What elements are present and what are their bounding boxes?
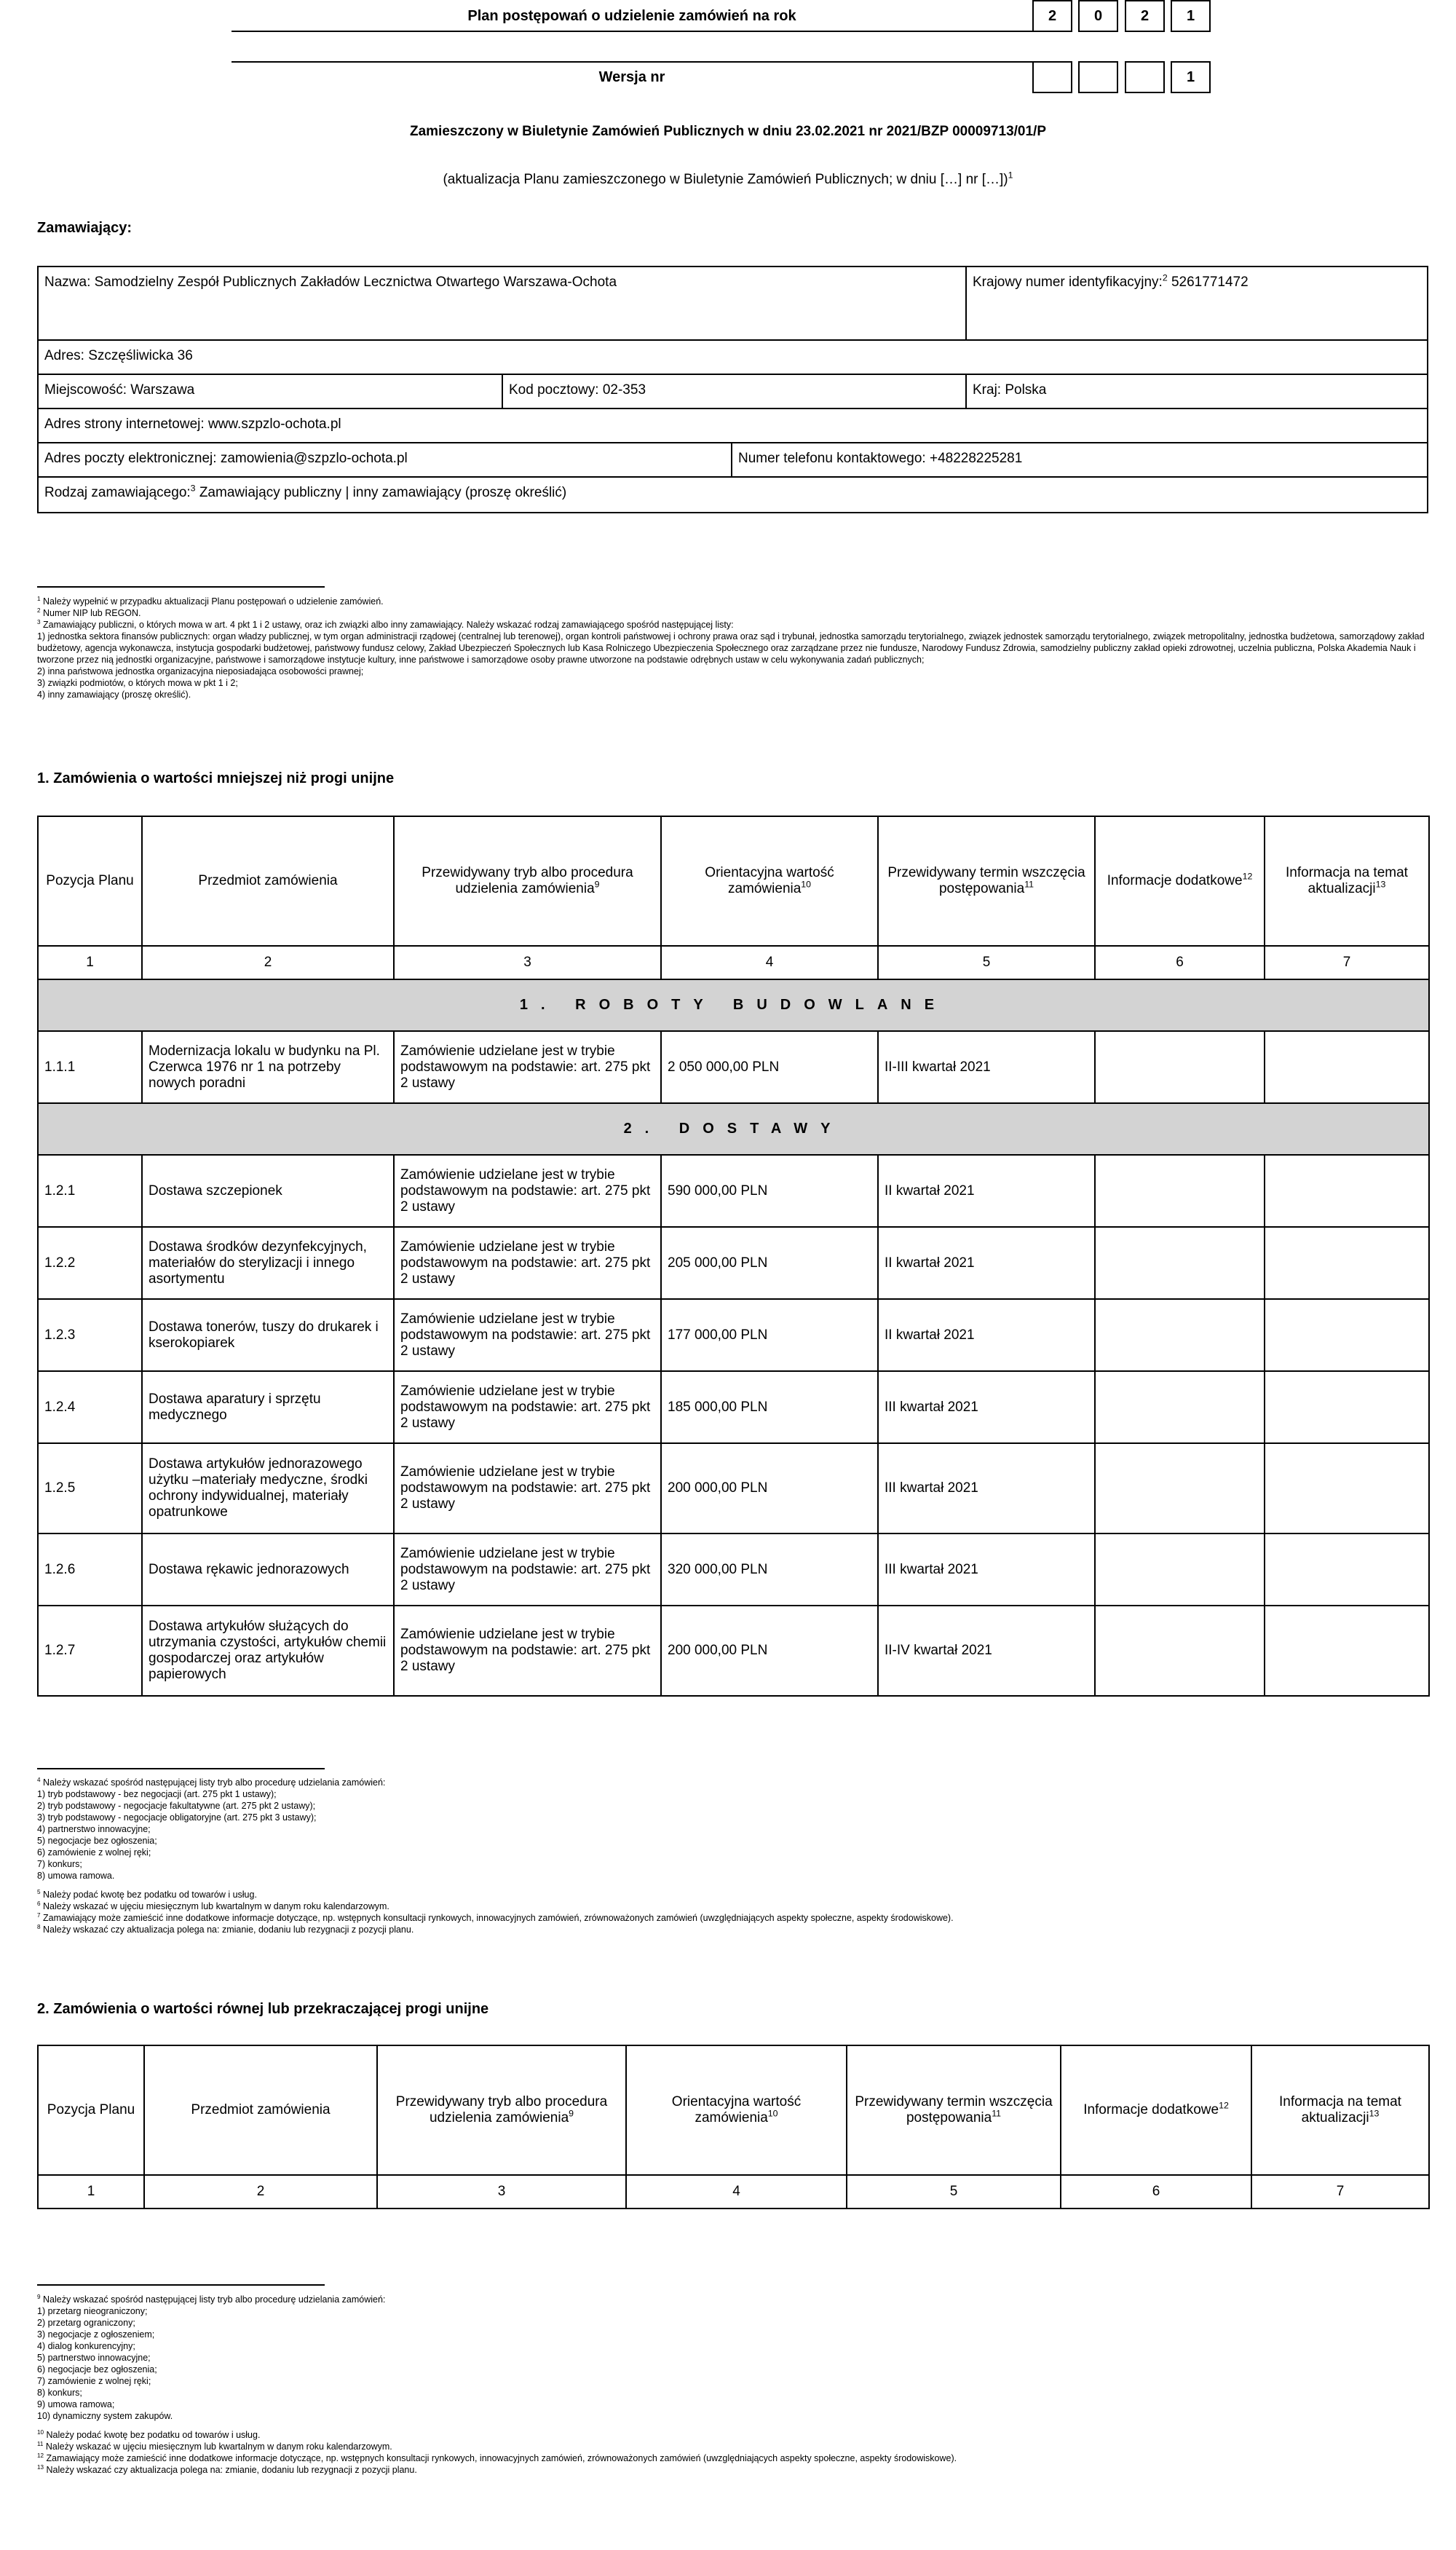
footnote-text: 8) konkurs;	[37, 2388, 82, 2398]
column-header-footnote: 11	[992, 2108, 1002, 2119]
column-header-text: Orientacyjna wartość zamówienia	[671, 2094, 802, 2125]
table-row	[38, 1606, 1429, 1696]
column-number-row	[38, 946, 1429, 979]
footnote	[37, 2329, 1431, 2340]
version-digit-box	[1032, 61, 1072, 93]
year-digit-box: 1	[1171, 0, 1211, 32]
cell-subject: Dostawa szczepionek	[142, 1155, 394, 1227]
footnote-text: Należy podać kwotę bez podatku od towarów i usług.	[43, 1890, 257, 1900]
footnote-text: 10) dynamiczny system zakupów.	[37, 2411, 173, 2421]
cell-value: 205 000,00 PLN	[661, 1227, 878, 1299]
cell-info	[1095, 1031, 1265, 1103]
footnote	[37, 689, 1431, 700]
footnote-text: Zamawiający publiczni, o których mowa w art. 4 pkt 1 i 2 ustawy, oraz ich związki albo inny zamawiający. Należy wskazać rodzaj zamawiającego spośród następującej listy:	[43, 620, 734, 630]
column-header-footnote: 9	[569, 2108, 574, 2119]
column-number: 7	[1265, 946, 1429, 979]
footnote	[37, 2305, 1431, 2317]
cell-info	[1095, 1371, 1265, 1443]
footnote	[37, 1889, 1431, 1900]
footnote-text: Zamawiający może zamieścić inne dodatkowe informacje dotyczące, np. wstępnych konsultacji rynkowych, innowacyjnych zamówień, zrównoważonych zamówień (uwzględniających aspekty społeczne, aspekty środowiskowe).	[43, 1913, 954, 1923]
plan-year-row	[232, 0, 1232, 32]
cell-mode: Zamówienie udzielane jest w trybie podstawowym na podstawie: art. 275 pkt 2 ustawy	[394, 1299, 661, 1371]
cell-term: II kwartał 2021	[878, 1299, 1095, 1371]
footnote-number: 3	[37, 618, 41, 625]
cell-term: III kwartał 2021	[878, 1371, 1095, 1443]
cell-pos: 1.2.6	[38, 1533, 142, 1606]
cell-term: III kwartał 2021	[878, 1533, 1095, 1606]
cell-pos: 1.2.4	[38, 1371, 142, 1443]
footnote	[37, 1835, 1431, 1847]
published-line: Zamieszczony w Biuletynie Zamówień Publicznych w dniu 23.02.2021 nr 2021/BZP 00009713/01/P	[409, 124, 1047, 139]
column-header-text: Pozycja Planu	[46, 873, 134, 888]
footnote-number: 8	[37, 1923, 41, 1930]
footnote-text: Należy wskazać spośród następującej listy tryb albo procedurę udzielania zamówień:	[43, 2294, 386, 2305]
authority-postal-code: Kod pocztowy: 02-353	[503, 375, 967, 409]
column-header	[394, 816, 661, 946]
footnote	[37, 2294, 1431, 2305]
footnote	[37, 619, 1431, 631]
column-header-footnote: 12	[1219, 2100, 1229, 2111]
column-header	[847, 2045, 1061, 2175]
footnote-text: 5) negocjacje bez ogłoszenia;	[37, 1836, 157, 1846]
column-number: 1	[38, 946, 142, 979]
footnote-gap	[37, 1882, 1431, 1889]
footnote-text: Numer NIP lub REGON.	[43, 608, 141, 618]
column-header	[661, 816, 878, 946]
category-row	[38, 979, 1429, 1031]
cell-mode: Zamówienie udzielane jest w trybie podstawowym na podstawie: art. 275 pkt 2 ustawy	[394, 1533, 661, 1606]
cell-value: 185 000,00 PLN	[661, 1371, 878, 1443]
footnote-text: 7) konkurs;	[37, 1859, 82, 1869]
column-header-text: Informacja na temat aktualizacji	[1279, 2094, 1401, 2125]
table-row	[38, 1371, 1429, 1443]
column-header-footnote: 12	[1242, 871, 1253, 882]
cell-subject: Modernizacja lokalu w budynku na Pl. Czerwca 1976 nr 1 na potrzeby nowych poradni	[142, 1031, 394, 1103]
authority-phone: Numer telefonu kontaktowego: +48228225281	[732, 443, 1427, 478]
version-digit-box	[1078, 61, 1118, 93]
footnote-text: 4) inny zamawiający (proszę określić).	[37, 690, 191, 700]
column-header	[142, 816, 394, 946]
column-header-footnote: 10	[767, 2108, 778, 2119]
cell-info	[1095, 1533, 1265, 1606]
column-header	[377, 2045, 626, 2175]
cell-mode: Zamówienie udzielane jest w trybie podstawowym na podstawie: art. 275 pkt 2 ustawy	[394, 1606, 661, 1696]
table-row	[38, 1155, 1429, 1227]
cell-subject: Dostawa środków dezynfekcyjnych, materiałów do sterylizacji i innego asortymentu	[142, 1227, 394, 1299]
footnotes-section2	[37, 2294, 1431, 2476]
cell-pos: 1.2.5	[38, 1443, 142, 1533]
table-header-row	[38, 2045, 1429, 2175]
authority-grid	[37, 266, 1428, 513]
column-number: 7	[1251, 2175, 1429, 2208]
footnote	[37, 1912, 1431, 1924]
cell-update	[1265, 1371, 1429, 1443]
footnote	[37, 666, 1431, 677]
footnote	[37, 2464, 1431, 2476]
column-header-text: Przewidywany tryb albo procedura udzielenia zamówienia	[422, 865, 633, 896]
footnote	[37, 2340, 1431, 2352]
cell-pos: 1.1.1	[38, 1031, 142, 1103]
column-header-footnote: 11	[1024, 879, 1034, 890]
column-header-footnote: 13	[1369, 2108, 1380, 2119]
footnote-text: 3) tryb podstawowy - negocjacje obligatoryjne (art. 275 pkt 3 ustawy);	[37, 1812, 317, 1823]
footnote-text: 2) tryb podstawowy - negocjacje fakultatywne (art. 275 pkt 2 ustawy);	[37, 1801, 316, 1811]
footnote	[37, 607, 1431, 619]
footnote	[37, 1812, 1431, 1823]
footnote-text: 1) jednostka sektora finansów publicznych: organ władzy publicznej, w tym organ administracji rządowej (centralnej lub terenowej), organ kontroli państwowej i ochrony prawa oraz sąd i trybunał, jednostka samorządu terytorialnego, związek jednostek samorządu terytorialnego, związek metropolitalny, jednostka budżetowa, samorządowy zakład budżetowy, agencja wykonawcza, instytucja gospodarki budżetowej, państwowy fundusz celowy, Zakład Ubezpieczeń Społecznych lub Kasa Rolniczego Ubezpieczenia Społecznego oraz zarządzane przez nie fundusze, Narodowy Fundusz Zdrowia, samodzielny publiczny zakład opieki zdrowotnej, uczelnia publiczna, Polska Akademia Nauk i tworzone przez nią jednostki organizacyjne, państwowe i samorządowe instytucje kultury, inne państwowe i samorządowe osoby prawne utworzone na podstawie odrębnych ustaw w celu wykonywania zadań publicznych;	[37, 631, 1425, 665]
column-header	[1061, 2045, 1251, 2175]
footnote	[37, 2429, 1431, 2441]
column-header-footnote: 13	[1375, 879, 1386, 890]
section2-title: 2. Zamówienia o wartości równej lub przekraczającej progi unijne	[37, 2001, 489, 2017]
footnotes-section1	[37, 1777, 1431, 1935]
column-header	[878, 816, 1095, 946]
footnote-text: 6) zamówienie z wolnej ręki;	[37, 1847, 151, 1858]
column-header-footnote: 9	[594, 879, 600, 890]
cell-term: III kwartał 2021	[878, 1443, 1095, 1533]
footnote	[37, 1900, 1431, 1912]
footnote-number: 5	[37, 1888, 41, 1895]
version-label: Wersja nr	[598, 69, 665, 85]
footnote-text: 9) umowa ramowa;	[37, 2399, 115, 2409]
column-header-text: Przedmiot zamówienia	[191, 2102, 331, 2117]
version-row	[232, 61, 1232, 93]
column-number: 2	[142, 946, 394, 979]
category-label: 2. DOSTAWY	[38, 1103, 1429, 1155]
footnote-text: 3) negocjacje z ogłoszeniem;	[37, 2329, 155, 2340]
column-number: 1	[38, 2175, 144, 2208]
footnote-text: 5) partnerstwo innowacyjne;	[37, 2353, 151, 2363]
footnote	[37, 2410, 1431, 2422]
update-line: (aktualizacja Planu zamieszczonego w Biuletynie Zamówień Publicznych; w dniu […] nr […])$^1$	[443, 170, 1013, 187]
footnote	[37, 1823, 1431, 1835]
cell-update	[1265, 1299, 1429, 1371]
version-digit-box: 1	[1171, 61, 1211, 93]
category-row	[38, 1103, 1429, 1155]
version-digit-box	[1125, 61, 1165, 93]
cell-info	[1095, 1299, 1265, 1371]
cell-term: II-III kwartał 2021	[878, 1031, 1095, 1103]
column-header	[1265, 816, 1429, 946]
footnote-separator	[37, 586, 325, 588]
footnote	[37, 2375, 1431, 2387]
column-header-text: Informacje dodatkowe	[1107, 873, 1243, 888]
column-header-text: Orientacyjna wartość zamówienia	[705, 865, 834, 896]
plan-title: Plan postępowań o udzielenie zamówień na rok	[467, 8, 796, 24]
footnote	[37, 1777, 1431, 1788]
authority-website: Adres strony internetowej: www.szpzlo-ochota.pl	[39, 409, 1427, 443]
footnote-number: 13	[37, 2463, 44, 2471]
footnote-number: 7	[37, 1911, 41, 1919]
column-header-text: Informacja na temat aktualizacji	[1286, 865, 1408, 896]
cell-pos: 1.2.7	[38, 1606, 142, 1696]
column-header-text: Przewidywany termin wszczęcia postępowania	[887, 865, 1085, 896]
footnote-number: 12	[37, 2452, 44, 2459]
footnote-text: 6) negocjacje bez ogłoszenia;	[37, 2364, 157, 2375]
footnote-text: 4) dialog konkurencyjny;	[37, 2341, 135, 2351]
footnote-number: 1	[37, 595, 41, 602]
footnote	[37, 596, 1431, 607]
footnote-number: 6	[37, 1900, 41, 1907]
column-header-text: Przewidywany termin wszczęcia postępowania	[855, 2094, 1053, 2125]
column-header	[1095, 816, 1265, 946]
footnote-text: 2) przetarg ograniczony;	[37, 2318, 135, 2328]
column-number: 5	[878, 946, 1095, 979]
footnote-number: 9	[37, 2293, 41, 2300]
column-number: 4	[626, 2175, 847, 2208]
authority-nip: Krajowy numer identyfikacyjny:$^2$ 5261771472	[967, 267, 1427, 341]
footnote-text: Należy wskazać w ujęciu miesięcznym lub kwartalnym w danym roku kalendarzowym.	[43, 1901, 389, 1911]
authority-city: Miejscowość: Warszawa	[39, 375, 503, 409]
column-header	[1251, 2045, 1429, 2175]
table-row	[38, 1299, 1429, 1371]
column-header-text: Przedmiot zamówienia	[198, 873, 338, 888]
year-digit-box: 0	[1078, 0, 1118, 32]
footnote-text: Należy wskazać w ujęciu miesięcznym lub kwartalnym w danym roku kalendarzowym.	[45, 2442, 392, 2452]
footnote-number: 2	[37, 607, 41, 614]
footnote	[37, 1800, 1431, 1812]
authority-country: Kraj: Polska	[967, 375, 1427, 409]
column-header-text: Przewidywany tryb albo procedura udzielenia zamówienia	[395, 2094, 608, 2125]
footnote-separator	[37, 2284, 325, 2286]
footnote-text: Należy podać kwotę bez podatku od towarów i usług.	[46, 2430, 261, 2440]
year-digit-box: 2	[1125, 0, 1165, 32]
cell-subject: Dostawa aparatury i sprzętu medycznego	[142, 1371, 394, 1443]
footnote-separator	[37, 1768, 325, 1769]
table-header-row	[38, 816, 1429, 946]
cell-subject: Dostawa artykułów jednorazowego użytku –materiały medyczne, środki ochrony indywidualnej, materiały opatrunkowe	[142, 1443, 394, 1533]
footnote-gap	[37, 2422, 1431, 2429]
column-number: 3	[377, 2175, 626, 2208]
footnote-text: 1) przetarg nieograniczony;	[37, 2306, 148, 2316]
footnote	[37, 1788, 1431, 1800]
column-number: 3	[394, 946, 661, 979]
column-header	[626, 2045, 847, 2175]
footnote	[37, 677, 1431, 689]
cell-mode: Zamówienie udzielane jest w trybie podstawowym na podstawie: art. 275 pkt 2 ustawy	[394, 1155, 661, 1227]
column-number: 2	[144, 2175, 377, 2208]
cell-value: 590 000,00 PLN	[661, 1155, 878, 1227]
column-header	[38, 816, 142, 946]
column-number: 5	[847, 2175, 1061, 2208]
footnote-text: Należy wskazać czy aktualizacja polega na: zmianie, dodaniu lub rezygnacji z pozycji planu.	[46, 2465, 417, 2475]
authority-heading: Zamawiający:	[37, 220, 132, 236]
column-header-text: Pozycja Planu	[47, 2102, 135, 2117]
footnote	[37, 2352, 1431, 2364]
column-header-text: Informacje dodatkowe	[1083, 2102, 1219, 2117]
cell-value: 200 000,00 PLN	[661, 1606, 878, 1696]
cell-mode: Zamówienie udzielane jest w trybie podstawowym na podstawie: art. 275 pkt 2 ustawy	[394, 1371, 661, 1443]
cell-subject: Dostawa rękawic jednorazowych	[142, 1533, 394, 1606]
cell-term: II kwartał 2021	[878, 1155, 1095, 1227]
cell-update	[1265, 1443, 1429, 1533]
footnote	[37, 1858, 1431, 1870]
cell-update	[1265, 1606, 1429, 1696]
footnote-text: 8) umowa ramowa.	[37, 1871, 115, 1881]
cell-subject: Dostawa tonerów, tuszy do drukarek i kserokopiarek	[142, 1299, 394, 1371]
authority-address: Adres: Szczęśliwicka 36	[39, 341, 1427, 375]
column-number-row	[38, 2175, 1429, 2208]
footnotes-authority	[37, 596, 1431, 700]
footnote	[37, 2364, 1431, 2375]
footnote-number: 10	[37, 2428, 44, 2436]
cell-mode: Zamówienie udzielane jest w trybie podstawowym na podstawie: art. 275 pkt 2 ustawy	[394, 1227, 661, 1299]
footnote-text: Zamawiający może zamieścić inne dodatkowe informacje dotyczące, np. wstępnych konsultacji rynkowych, innowacyjnych zamówień, zrównoważonych zamówień (uwzględniających aspekty społeczne, aspekty środowiskowe).	[46, 2453, 957, 2463]
category-label: 1. ROBOTY BUDOWLANE	[38, 979, 1429, 1031]
plan-title-underline	[232, 31, 1032, 32]
cell-info	[1095, 1227, 1265, 1299]
cell-value: 2 050 000,00 PLN	[661, 1031, 878, 1103]
table-row	[38, 1533, 1429, 1606]
column-number: 6	[1061, 2175, 1251, 2208]
cell-update	[1265, 1533, 1429, 1606]
cell-info	[1095, 1443, 1265, 1533]
cell-pos: 1.2.2	[38, 1227, 142, 1299]
footnote-text: 2) inna państwowa jednostka organizacyjna nieposiadająca osobowości prawnej;	[37, 666, 364, 676]
section2-table	[37, 2045, 1430, 2209]
footnote-number: 4	[37, 1776, 41, 1783]
cell-info	[1095, 1606, 1265, 1696]
authority-email: Adres poczty elektronicznej: zamowienia@szpzlo-ochota.pl	[39, 443, 732, 478]
cell-update	[1265, 1227, 1429, 1299]
footnote	[37, 2387, 1431, 2399]
column-header	[38, 2045, 144, 2175]
column-header-footnote: 10	[801, 879, 812, 890]
table-row	[38, 1031, 1429, 1103]
footnote-text: 7) zamówienie z wolnej ręki;	[37, 2376, 151, 2386]
footnote-text: Należy wskazać czy aktualizacja polega na: zmianie, dodaniu lub rezygnacji z pozycji planu.	[43, 1925, 414, 1935]
cell-value: 320 000,00 PLN	[661, 1533, 878, 1606]
footnote	[37, 2317, 1431, 2329]
authority-name: Nazwa: Samodzielny Zespół Publicznych Zakładów Lecznictwa Otwartego Warszawa-Ochota	[39, 267, 967, 341]
footnote	[37, 2441, 1431, 2452]
footnote	[37, 2399, 1431, 2410]
cell-update	[1265, 1031, 1429, 1103]
cell-value: 200 000,00 PLN	[661, 1443, 878, 1533]
section1-title: 1. Zamówienia o wartości mniejszej niż progi unijne	[37, 770, 395, 786]
cell-pos: 1.2.1	[38, 1155, 142, 1227]
year-digit-box: 2	[1032, 0, 1072, 32]
cell-term: II-IV kwartał 2021	[878, 1606, 1095, 1696]
table-row	[38, 1443, 1429, 1533]
cell-subject: Dostawa artykułów służących do utrzymania czystości, artykułów chemii gospodarczej oraz artykułów papierowych	[142, 1606, 394, 1696]
footnote-text: 3) związki podmiotów, o których mowa w pkt 1 i 2;	[37, 678, 238, 688]
cell-update	[1265, 1155, 1429, 1227]
footnote	[37, 1870, 1431, 1882]
cell-value: 177 000,00 PLN	[661, 1299, 878, 1371]
footnote-text: Należy wskazać spośród następującej listy tryb albo procedurę udzielania zamówień:	[43, 1777, 386, 1788]
column-header	[144, 2045, 377, 2175]
cell-pos: 1.2.3	[38, 1299, 142, 1371]
footnote-text: Należy wypełnić w przypadku aktualizacji Planu postępowań o udzielenie zamówień.	[43, 596, 384, 607]
cell-info	[1095, 1155, 1265, 1227]
column-number: 4	[661, 946, 878, 979]
cell-mode: Zamówienie udzielane jest w trybie podstawowym na podstawie: art. 275 pkt 2 ustawy	[394, 1443, 661, 1533]
footnote-text: 1) tryb podstawowy - bez negocjacji (art. 275 pkt 1 ustawy);	[37, 1789, 277, 1799]
footnote-number: 11	[37, 2440, 44, 2447]
footnote-text: 4) partnerstwo innowacyjne;	[37, 1824, 151, 1834]
cell-term: II kwartał 2021	[878, 1227, 1095, 1299]
cell-mode: Zamówienie udzielane jest w trybie podstawowym na podstawie: art. 275 pkt 2 ustawy	[394, 1031, 661, 1103]
footnote	[37, 1924, 1431, 1935]
section1-table	[37, 816, 1430, 1697]
footnote	[37, 2452, 1431, 2464]
table-row	[38, 1227, 1429, 1299]
footnote	[37, 1847, 1431, 1858]
column-number: 6	[1095, 946, 1265, 979]
authority-type: Rodzaj zamawiającego:$^3$ Zamawiający publiczny | inny zamawiający (proszę określić)	[44, 483, 567, 500]
footnote	[37, 631, 1431, 666]
